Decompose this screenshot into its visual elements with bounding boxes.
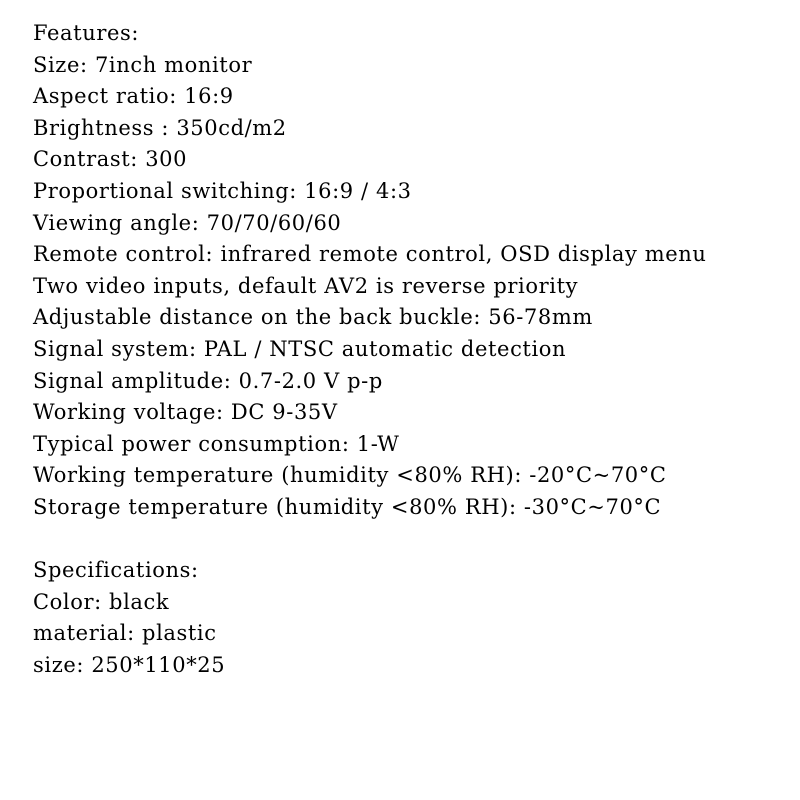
feature-item-signal-amplitude: Signal amplitude: 0.7-2.0 V p-p: [33, 368, 383, 393]
section-spacer: [33, 524, 783, 556]
specifications-heading: Specifications:: [33, 558, 199, 583]
feature-item-working-temperature: Working temperature (humidity <80% RH): -20°C~70°C: [33, 463, 667, 488]
document-body: [33, 18, 783, 681]
spec-item-material: material: plastic: [33, 621, 217, 646]
feature-item-working-voltage: Working voltage: DC 9-35V: [33, 400, 338, 425]
feature-item-signal-system: Signal system: PAL / NTSC automatic detection: [33, 336, 567, 361]
feature-item-size: Size: 7inch monitor: [33, 52, 253, 77]
feature-item-brightness: Brightness : 350cd/m2: [33, 115, 287, 140]
feature-item-viewing-angle: Viewing angle: 70/70/60/60: [33, 210, 342, 235]
features-heading: Features:: [33, 21, 140, 45]
feature-item-contrast: Contrast: 300: [33, 147, 188, 172]
feature-item-power-consumption: Typical power consumption: 1-W: [33, 431, 400, 456]
feature-item-video-inputs: Two video inputs, default AV2 is reverse priority: [33, 273, 579, 298]
feature-item-buckle-distance: Adjustable distance on the back buckle: 56-78mm: [33, 305, 593, 330]
feature-item-storage-temperature: Storage temperature (humidity <80% RH): -30°C~70°C: [33, 494, 662, 519]
feature-item-remote-control: Remote control: infrared remote control, OSD display menu: [33, 242, 707, 267]
spec-item-size: size: 250*110*25: [33, 652, 226, 677]
feature-item-proportional-switching: Proportional switching: 16:9 / 4:3: [33, 178, 412, 203]
feature-item-aspect-ratio: Aspect ratio: 16:9: [33, 84, 234, 109]
spec-item-color: Color: black: [33, 589, 170, 614]
